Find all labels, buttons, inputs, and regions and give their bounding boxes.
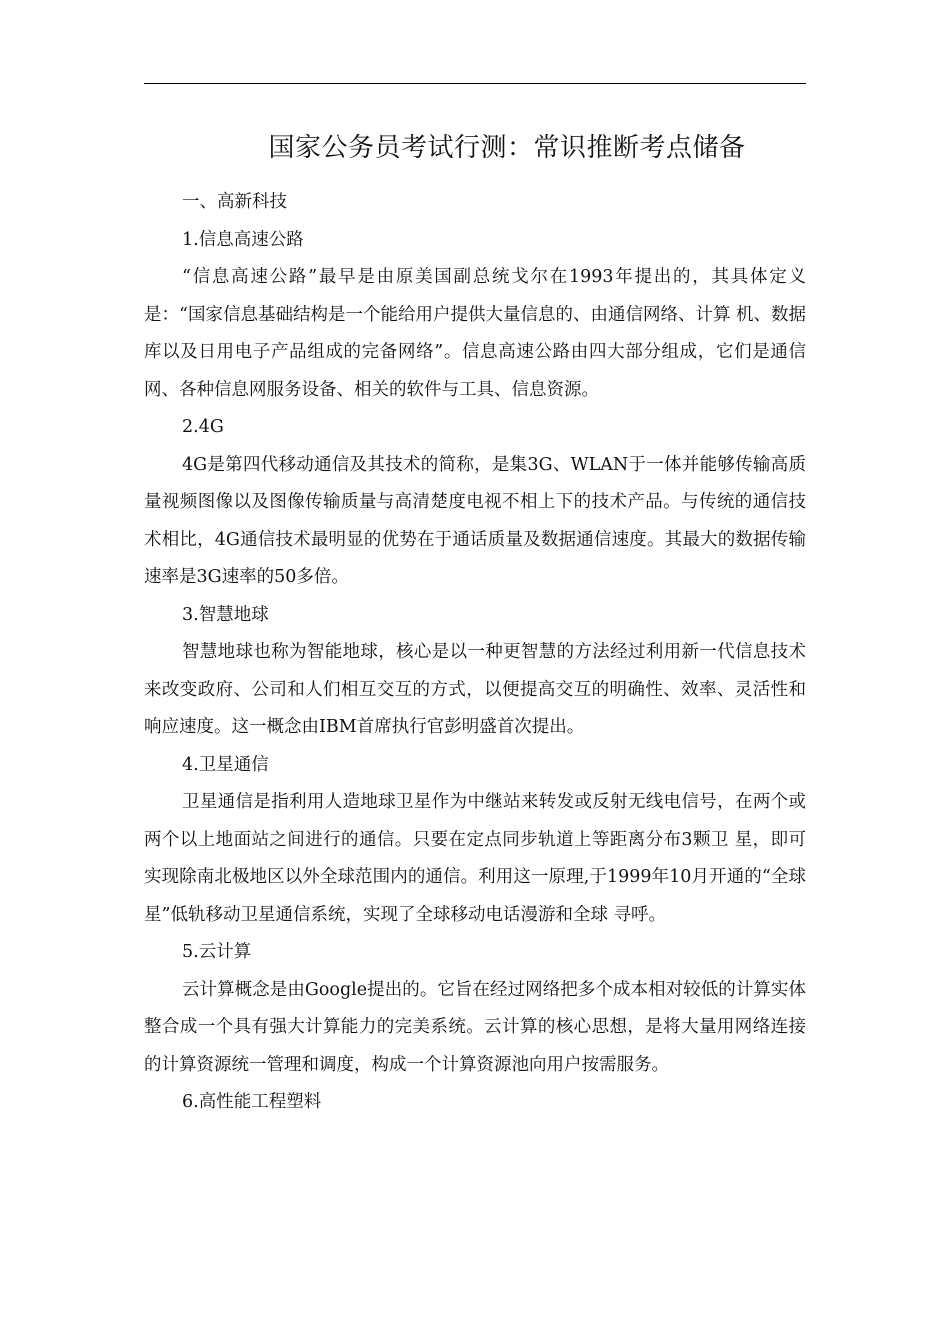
item-body-5: 云计算概念是由Google提出的。它旨在经过网络把多个成本相对较低的计算实体整合成一个具有强大计算能力的完美系统。云计算的核心思想，是将大量用网络连接的计算资源统一管理和调度，构成一个计算资源池向用户按需服务。 — [144, 979, 806, 1075]
item-heading-3: 3.智慧地球 — [182, 604, 269, 625]
item-heading-4: 4.卫星通信 — [182, 754, 269, 775]
item-heading-1: 1.信息高速公路 — [182, 229, 304, 250]
section-heading: 一、高新科技 — [182, 192, 287, 212]
item-heading-6: 6.高性能工程塑料 — [182, 1092, 322, 1112]
item-body-4: 卫星通信是指利用人造地球卫星作为中继站来转发或反射无线电信号，在两个或两个以上地面站之间进行的通信。只要在定点同步轨道上等距离分布3颗卫 星，即可实现除南北极地区以外全球范围内的通信。利用这一原理,于1999年10月开通的“全球星”低轨移动卫星通信系统，实现了全球移动电话漫游和全球 寻呼。 — [144, 792, 806, 925]
item-heading-5: 5.云计算 — [182, 942, 252, 962]
document-body — [144, 184, 806, 1122]
page-title: 国家公务员考试行测：常识推断考点储备 — [268, 133, 746, 163]
item-body-3: 智慧地球也称为智能地球，核心是以一种更智慧的方法经过利用新一代信息技术来改变政府、公司和人们相互交互的方式，以便提高交互的明确性、效率、灵活性和响应速度。这一概念由IBM首席执行官彭明盛首次提出。 — [144, 642, 806, 737]
header-rule — [144, 83, 806, 84]
item-heading-2: 2.4G — [182, 417, 224, 437]
item-body-1: “信息高速公路”最早是由原美国副总统戈尔在1993年提出的，其具体定义是：“国家信息基础结构是一个能给用户提供大量信息的、由通信网络、计算 机、数据库以及日用电子产品组成的完备网络”。信息高速公路由四大部分组成，它们是通信网、各种信息网服务设备、相关的软件与工具、信息资源。 — [144, 267, 807, 400]
item-body-2: 4G是第四代移动通信及其技术的简称，是集3G、WLAN于一体并能够传输高质量视频图像以及图像传输质量与高清楚度电视不相上下的技术产品。与传统的通信技术相比，4G通信技术最明显的优势在于通话质量及数据通信速度。其最大的数据传输速率是3G速率的50多倍。 — [144, 454, 806, 587]
